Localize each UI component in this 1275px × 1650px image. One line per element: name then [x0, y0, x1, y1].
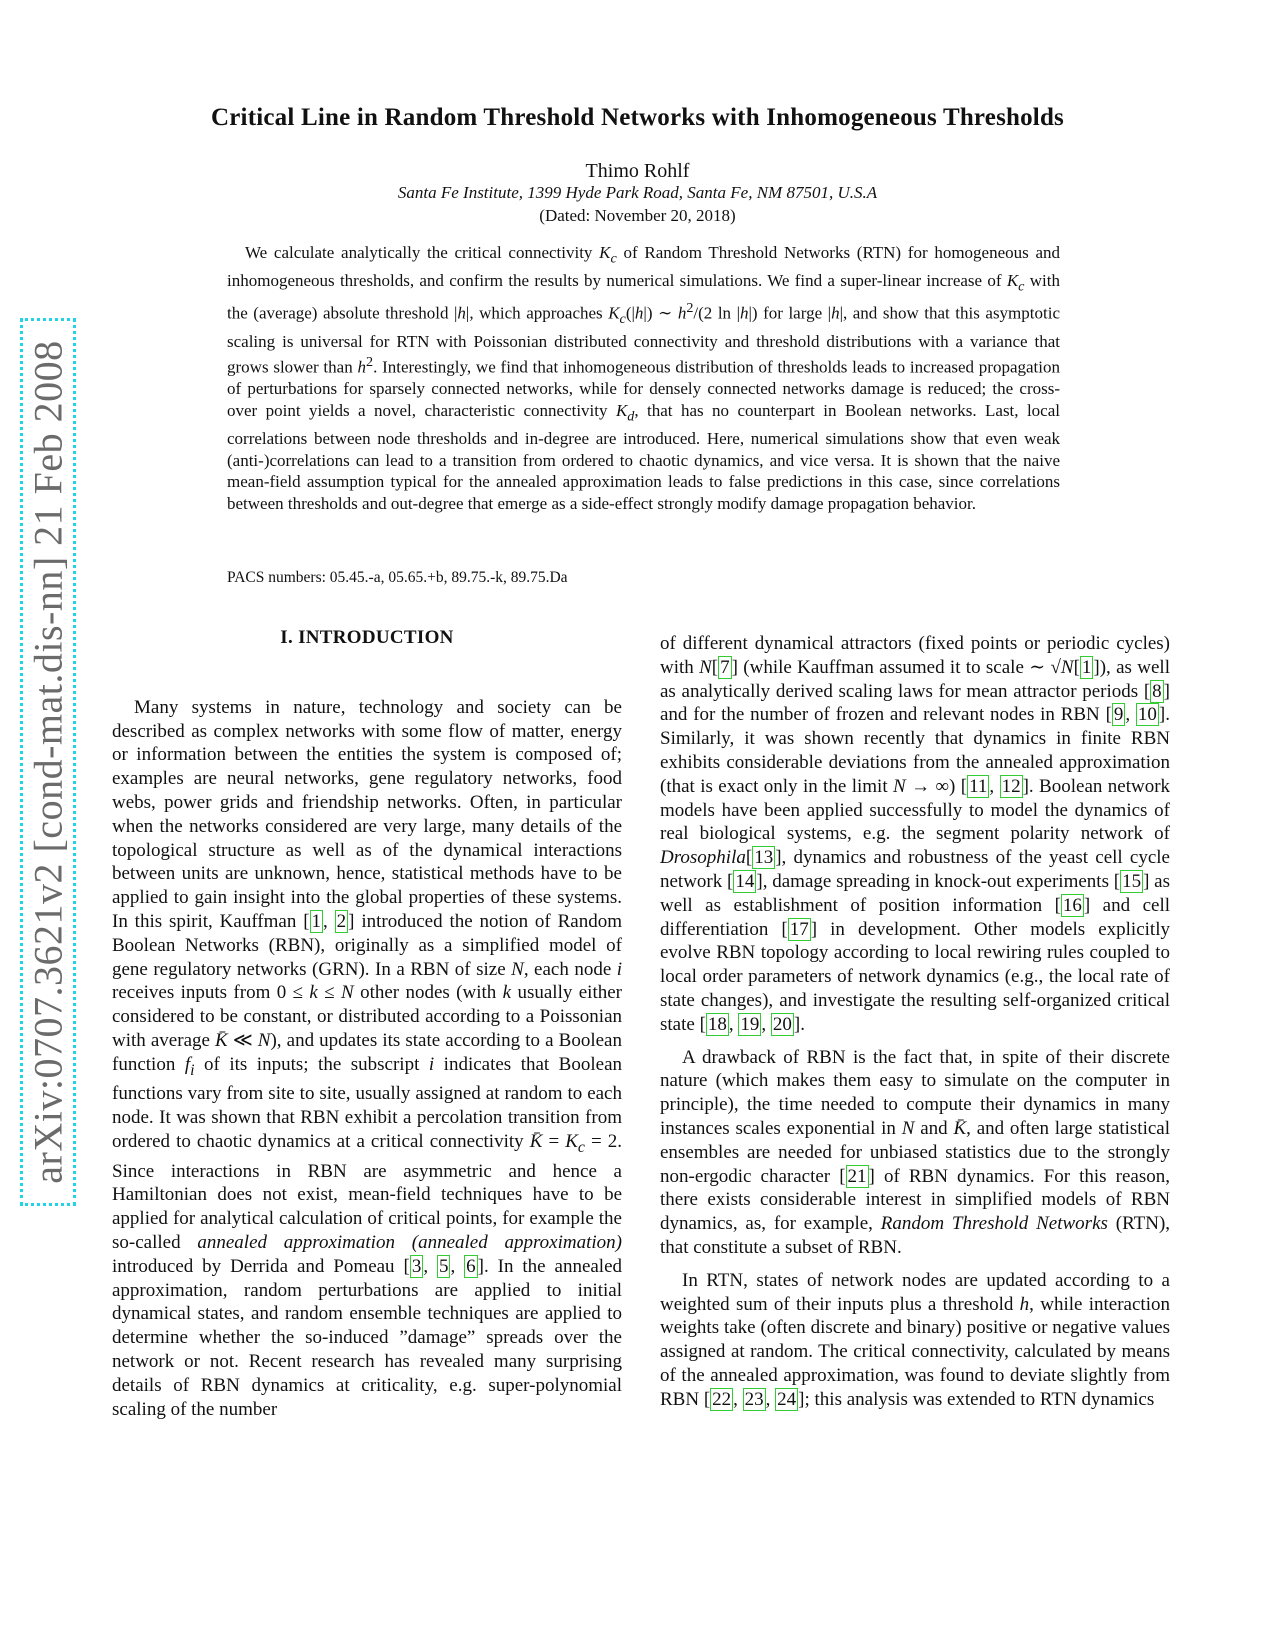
citation-link[interactable]: 19 [740, 1013, 760, 1035]
citation-link[interactable]: 20 [772, 1013, 792, 1035]
citation-link[interactable]: 11 [969, 775, 988, 797]
citation-link[interactable]: 13 [754, 847, 774, 869]
citation-link[interactable]: 2 [336, 910, 347, 932]
citation-link[interactable]: 7 [720, 656, 730, 678]
citation-link[interactable]: 23 [744, 1388, 764, 1410]
citation-link[interactable]: 21 [847, 1165, 867, 1187]
citation-link[interactable]: 12 [1001, 775, 1021, 797]
intro-paragraph-2: A drawback of RBN is the fact that, in spite of their discrete nature (which makes them easy to simulate on the computer in principle), the time needed to compute their dynamics in many instances scales exponential in N and K̄, and often large statistical ensembles are needed for unbiased statistics due to the strongly non-ergodic character [ 21 ] of RBN dynamics. For this reason, there exists considerable interest in simplified models of RBN dynamics, as, for example, Random Threshold Networks (RTN), that constitute a subset of RBN. [660, 1046, 1171, 1258]
citation-link[interactable]: 24 [777, 1388, 797, 1410]
paper-title: Critical Line in Random Threshold Networks with Inhomogeneous Thresholds [211, 104, 1064, 131]
arxiv-sidebar-stamp [20, 318, 76, 1206]
citation-link[interactable]: 8 [1152, 680, 1162, 702]
citation-link[interactable]: 17 [789, 918, 809, 940]
citation-link[interactable]: 1 [311, 910, 322, 932]
section-heading-introduction: I. INTRODUCTION [280, 627, 454, 648]
citation-link[interactable]: 10 [1137, 704, 1157, 726]
citation-link[interactable]: 14 [735, 870, 755, 892]
citation-link[interactable]: 16 [1062, 894, 1082, 916]
author-name: Thimo Rohlf [585, 160, 690, 182]
intro-paragraph-1-continued: of different dynamical attractors (fixed points or periodic cycles) with N[ 7 ] (while Kauffman assumed it to scale ∼ √N[ 1 ]), as well as analytically derived scaling laws for mean attractor periods [ 8 ] and for the number of frozen and relevant nodes in RBN [ 9 , 10 ]. Similarly, it was shown recently that dynamics in finite RBN exhibits considerable deviations from the annealed approximation (that is exact only in the limit N → ∞) [ 11 , 12 ]. Boolean network models have been applied successfully to model the dynamics of real biological systems, e.g. the segment polarity network of Drosophila[ 13 ], dynamics and robustness of the yeast cell cycle network [ 14 ], damage spreading in knock-out experiments [ 15 ] as well as establishment of position information [ 16 ] and cell differentiation [ 17 ] in development. Other models explicitly evolve RBN topology according to local rewiring rules coupled to local order parameters of network dynamics (e.g., the local rate of state changes), and investigate the resulting self-organized critical state [ 18 , 19 , 20 ]. [660, 633, 1171, 1035]
citation-link[interactable]: 5 [438, 1255, 449, 1277]
citation-link[interactable]: 1 [1081, 656, 1092, 678]
intro-paragraph-3: In RTN, states of network nodes are updated according to a weighted sum of their inputs plus a threshold h, while interaction weights take (often discrete and binary) positive or negative values assigned at random. The critical connectivity, calculated by means of the annealed approximation, was found to deviate slightly from RBN [ 22 , 23 , 24 ]; this analysis was extended to RTN dynamics [660, 1269, 1170, 1410]
citation-link[interactable]: 18 [707, 1013, 727, 1035]
citation-link[interactable]: 15 [1122, 870, 1142, 892]
author-affiliation: Santa Fe Institute, 1399 Hyde Park Road, Santa Fe, NM 87501, U.S.A [397, 183, 878, 202]
citation-link[interactable]: 6 [466, 1255, 476, 1277]
right-column [660, 632, 1170, 1421]
left-column [112, 626, 622, 1430]
citation-link[interactable]: 3 [411, 1255, 422, 1277]
pacs-numbers: PACS numbers: 05.45.-a, 05.65.+b, 89.75.-k, 89.75.Da [227, 569, 568, 586]
dated-line: (Dated: November 20, 2018) [539, 206, 736, 225]
intro-paragraph-1: Many systems in nature, technology and society can be described as complex networks with some flow of matter, energy or information between the entities the system is composed of; examples are neural networks, gene regulatory networks, food webs, power grids and friendship networks. Often, in particular when the networks considered are very large, many details of the topological structure as well as of the dynamical interactions between units are unknown, hence, statistical methods have to be applied to gain insight into the global properties of these systems. In this spirit, Kauffman [ 1 , 2 ] introduced the notion of Random Boolean Networks (RBN), originally as a simplified model of gene regulatory networks (GRN). In a RBN of size N, each node i receives inputs from 0 ≤ k ≤ N other nodes (with k usually either considered to be constant, or distributed according to a Poissonian with average K̄ ≪ N), and updates its state according to a Boolean function $f_i$ of its inputs; the subscript i indicates that Boolean functions vary from site to site, usually assigned at random to each node. It was shown that RBN exhibit a percolation transition from ordered to chaotic dynamics at a critical connectivity K̄ = $K_c = 2$. Since interactions in RBN are asymmetric and hence a Hamiltonian does not exist, mean-field techniques have to be applied for analytical calculation of critical points, for example the so-called annealed approximation (annealed approximation) introduced by Derrida and Pomeau [ 3 , 5 , 6 ]. In the annealed approximation, random perturbations are applied to initial dynamical states, and random ensemble techniques are applied to determine whether the so-induced ”damage” spreads over the network or not. Recent research has revealed many surprising details of RBN dynamics at criticality, e.g. super-polynomial scaling of the number [112, 696, 623, 1420]
citation-link[interactable]: 9 [1113, 704, 1124, 726]
abstract: We calculate analytically the critical connectivity $K_c$ of Random Threshold Networks (RTN) for homogeneous and inhomogeneous thresholds, and confirm the results by numerical simulations. We find a super-linear increase of $K_c$ with the (average) absolute threshold |h|, which approaches $K_c(|h|)$ ∼ $h^2/(2$ ln |h|) for large |h|, and show that this asymptotic scaling is universal for RTN with Poissonian distributed connectivity and threshold distributions with a variance that grows slower than $h^2$. Interestingly, we find that inhomogeneous distribution of thresholds leads to increased propagation of perturbations for sparsely connected networks, while for densely connected networks damage is reduced; the cross-over point yields a novel, characteristic connectivity $K_d$, that has no counterpart in Boolean networks. Last, local correlations between node thresholds and in-degree are introduced. Here, numerical simulations show that even weak (anti-)correlations can lead to a transition from ordered to chaotic dynamics, and vice versa. It is shown that the naive mean-field assumption typical for the annealed approximation leads to false predictions in this case, since correlations between thresholds and out-degree that emerge as a side-effect strongly modify damage propagation behavior. [227, 243, 1061, 513]
citation-link[interactable]: 22 [712, 1388, 732, 1410]
arxiv-identifier: arXiv:0707.3621v2 [cond-mat.dis-nn] 21 Feb 2008 [25, 340, 71, 1184]
